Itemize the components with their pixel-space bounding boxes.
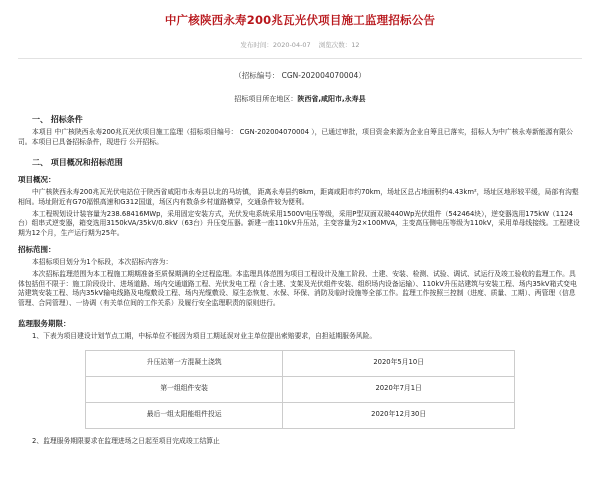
scope-paragraph-1: 本招标项目划分为1个标段，本次招标内容为： — [32, 257, 173, 266]
page-title: 中广核陕西永寿200兆瓦光伏项目施工监理招标公告 — [164, 13, 436, 27]
section-heading-conditions: 一、 招标条件 — [32, 115, 83, 125]
overview-paragraph-1: 中广核陕西永寿200兆瓦光伏电站位于陕西省咸阳市永寿县以北的马坊镇， 距离永寿县约8km，距离咸阳市约70km，场址区总占地面积约4.43km²，场址区地形较平缓，局部有沟壑相间。场址附近有G70福银高速和G312国道，场区内有数条乡村道路横穿，交通条件较为便利。 — [18, 187, 579, 206]
subheading-scope: 招标范围： — [18, 245, 56, 255]
project-region — [18, 94, 582, 104]
service-item-2: 2、监理服务期限要求在监理进场之日起至项目完成竣工结算止 — [32, 436, 220, 445]
region-label: 招标项目所在地区： — [234, 94, 298, 103]
task-cell: 升压站第一方混凝土浇筑 — [86, 350, 283, 376]
subheading-overview: 项目概况： — [18, 174, 56, 184]
region-value: 陕西省,咸阳市,永寿县 — [297, 94, 366, 103]
date-cell: 2020年12月30日 — [283, 402, 515, 428]
service-item-1: 1、下表为项目建设计划节点工期，中标单位不能因为项目工期延误对业主单位提出索赔要求，自担延期服务风险。 — [32, 332, 377, 341]
date-cell: 2020年7月1日 — [283, 376, 515, 402]
table-row — [86, 376, 515, 402]
table-row — [86, 350, 515, 376]
meta-line — [18, 41, 582, 50]
tender-number: （招标编号： CGN-202004070004） — [234, 71, 366, 81]
date-cell: 2020年5月10日 — [283, 350, 515, 376]
schedule-table — [85, 350, 515, 429]
section-heading-overview: 二、 项目概况和招标范围 — [32, 158, 123, 168]
publish-time: 发布时间：2020-04-07 — [240, 40, 311, 49]
conditions-text: 本项目 中广核陕西永寿200兆瓦光伏项目施工监理（招标项目编号： CGN-202004070004 ），已通过审批，项目资金来源为企业自筹且已落实，招标人为中广核永寿新能源有限公司。本项目已具备招标条件，现进行 公开招标。 — [18, 127, 573, 146]
view-count: 浏览次数：12 — [318, 40, 360, 49]
table-row — [86, 402, 515, 428]
subheading-service-period: 监理服务期限： — [18, 319, 71, 329]
overview-paragraph-2: 本工程规划设计装容量为238.68416MWp，采用固定安装方式，光伏发电系统采用1500V电压等级，采用P型双面双玻440Wp光伏组件（542464块），逆变器选用175kW（1124台）组串式逆变器，箱变选用3150kVA/35kV/0.8kV（63台）升压变压器。新建一座110kV升压站，主变容量为2×100MVA，主变高压侧电压等级为110kV，采用单母线接线。工程建设期为12个月，生产运行期为25年。 — [18, 209, 580, 238]
divider — [18, 58, 582, 59]
task-cell: 第一组组件安装 — [86, 376, 283, 402]
scope-paragraph-2: 本次招标监理范围为本工程施工期期准备至质保期满的全过程监理。本监理具体范围为项目工程设计及施工阶段、土建、安装、检测、试验、调试、试运行及竣工验收的监理工作。具体包括但不限于：施工阶段设计、进场道路、场内交通道路工程、光伏发电工程（含土建、支架及光伏组件安装、组织场内设备运输）、110kV升压站建筑与安装工程、场内35kV箱式变电站建筑安装工程、场内35kV输电线路及电缆敷设工程、场内光缆敷设、原生态恢复、水保、环保、消防及临时设施等全部工作。监理工作按照三控制（进度、质量、工期）、两管理（信息管理、合同管理）、一协调（有关单位间的工作关系）及履行安全监理职责的原则进行。 — [18, 269, 577, 308]
task-cell: 最后一组太阳能组件投运 — [86, 402, 283, 428]
